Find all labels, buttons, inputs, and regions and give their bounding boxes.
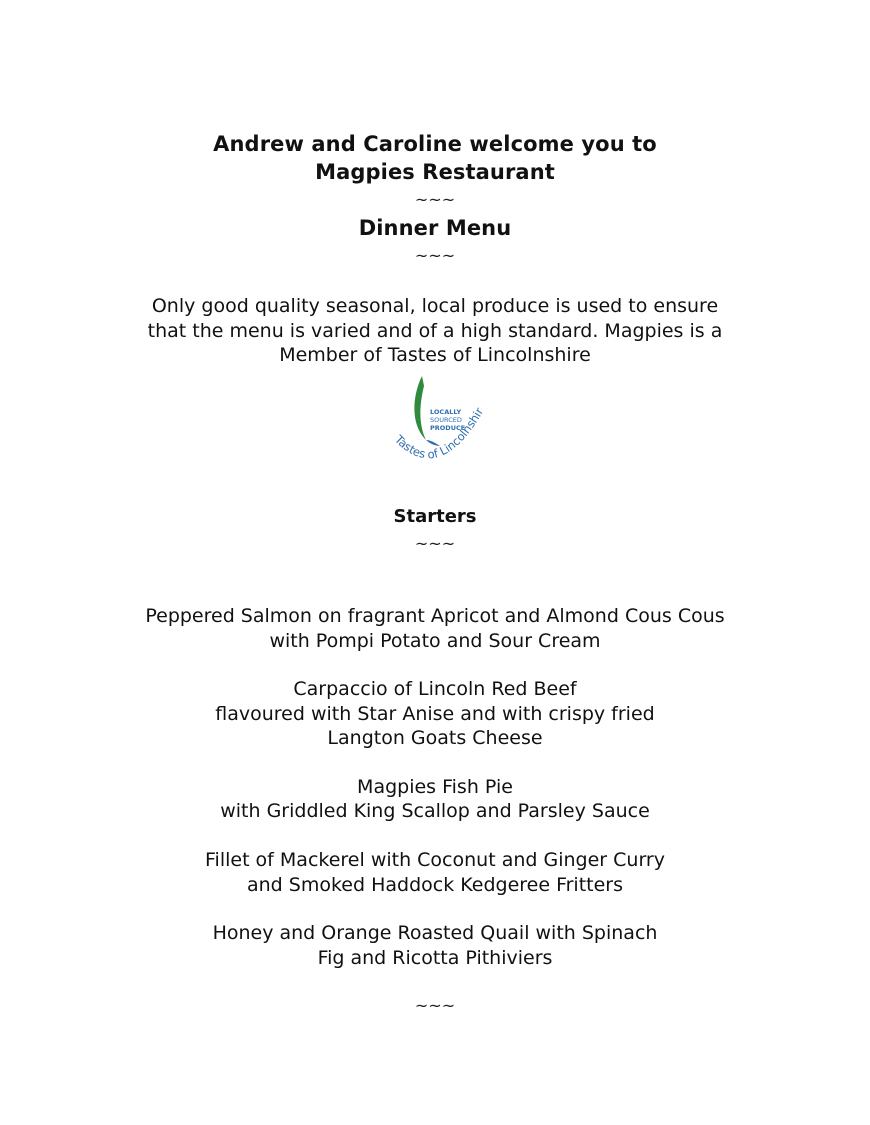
menu-item-line: with Pompi Potato and Sour Cream (269, 630, 601, 652)
menu-item-line: flavoured with Star Anise and with crispy fried (215, 703, 655, 725)
menu-item-line: Honey and Orange Roasted Quail with Spinach (212, 922, 658, 944)
menu-item-line: Magpies Fish Pie (357, 776, 513, 798)
divider: ~~~ (414, 246, 456, 265)
logo-arc-text: Tastes of Lincolnshir (392, 405, 487, 462)
menu-item-line: Fig and Ricotta Pithiviers (317, 947, 553, 969)
menu-title: Dinner Menu (358, 216, 512, 240)
divider: ~~~ (414, 534, 456, 553)
swoosh-icon (426, 440, 440, 446)
menu-item-line: Fillet of Mackerel with Coconut and Ginger Curry (205, 849, 665, 871)
tastes-of-lincolnshire-logo (380, 370, 500, 480)
badge-line-2: SOURCED (430, 416, 462, 424)
intro-line-1: Only good quality seasonal, local produce is used to ensure (151, 295, 719, 317)
welcome-line: Andrew and Caroline welcome you to (213, 132, 657, 156)
intro-line-3: Member of Tastes of Lincolnshire (279, 344, 591, 366)
menu-item-line: with Griddled King Scallop and Parsley Sauce (220, 800, 650, 822)
intro-line-2: that the menu is varied and of a high standard. Magpies is a (147, 320, 723, 342)
badge-line-3: PRODUCE (430, 424, 466, 432)
restaurant-name: Magpies Restaurant (315, 160, 555, 184)
menu-item-line: and Smoked Haddock Kedgeree Fritters (246, 874, 624, 896)
menu-item-line: Peppered Salmon on fragrant Apricot and Almond Cous Cous (145, 605, 725, 627)
divider: ~~~ (414, 996, 456, 1015)
starters-heading: Starters (393, 506, 477, 527)
menu-item-line: Carpaccio of Lincoln Red Beef (293, 678, 577, 700)
logo-graphic (380, 370, 500, 480)
divider: ~~~ (414, 190, 456, 209)
menu-item-line: Langton Goats Cheese (327, 727, 543, 749)
leaf-icon (414, 376, 426, 440)
badge-line-1: LOCALLY (430, 408, 462, 416)
